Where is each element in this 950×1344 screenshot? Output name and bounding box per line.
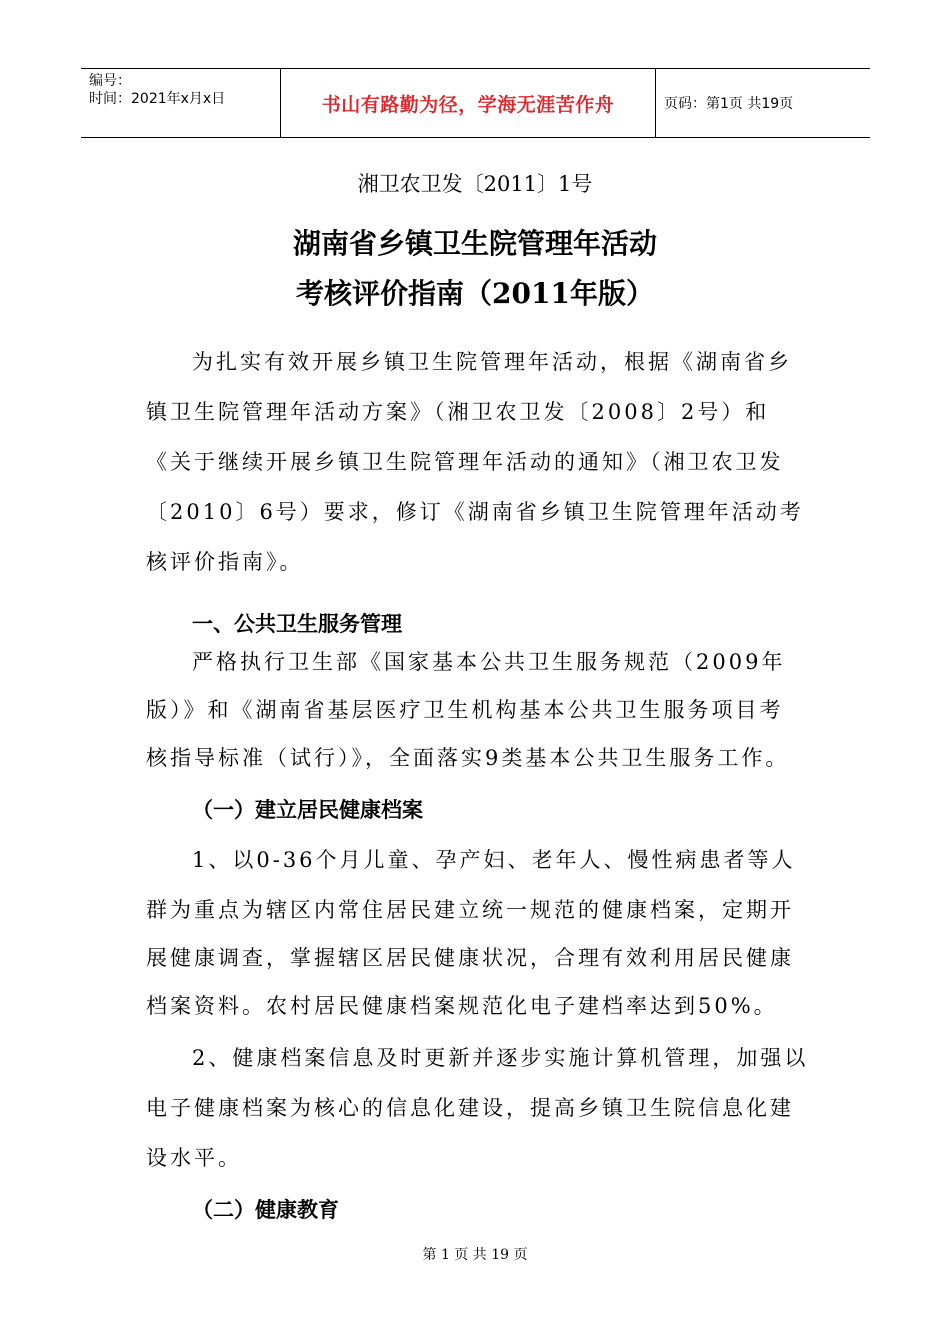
- intro-line: 〔2010〕6号）要求，修订《湖南省乡镇卫生院管理年活动考: [146, 500, 804, 524]
- item-line: 展健康调查，掌握辖区居民健康状况，合理有效利用居民健康: [146, 946, 794, 970]
- item-line: 档案资料。农村居民健康档案规范化电子建档率达到50%。: [146, 994, 778, 1018]
- section-line: 版）》和《湖南省基层医疗卫生机构基本公共卫生服务项目考: [146, 698, 784, 722]
- item-line: 设水平。: [146, 1146, 242, 1170]
- header-page-cell: [656, 69, 870, 137]
- title-line-2: 考核评价指南（2011年版）: [296, 277, 654, 310]
- item-line: 2、健康档案信息及时更新并逐步实施计算机管理，加强以: [192, 1046, 809, 1070]
- intro-line: 《关于继续开展乡镇卫生院管理年活动的通知》（湘卫农卫发: [146, 450, 784, 474]
- document-header: [81, 68, 870, 138]
- page-footer: 第 1 页 共 19 页: [422, 1247, 528, 1263]
- intro-line: 镇卫生院管理年活动方案》（湘卫农卫发〔2008〕2号）和: [146, 400, 770, 424]
- section-heading: 一、公共卫生服务管理: [192, 612, 402, 636]
- number-label: 编号：: [89, 73, 131, 89]
- section-line: 核指导标准（试行）》，全面落实9类基本公共卫生服务工作。: [146, 746, 790, 770]
- item-line: 群为重点为辖区内常住居民建立统一规范的健康档案，定期开: [146, 898, 794, 922]
- time-label: 时间：2021年x月x日: [89, 91, 226, 107]
- subsection-heading: （二）健康教育: [192, 1198, 339, 1222]
- subsection-heading: （一）建立居民健康档案: [192, 798, 423, 822]
- title-line-1: 湖南省乡镇卫生院管理年活动: [292, 227, 657, 260]
- header-motto-cell: [281, 69, 656, 137]
- item-line: 1、以0-36个月儿童、孕产妇、老年人、慢性病患者等人: [192, 848, 796, 872]
- item-line: 电子健康档案为核心的信息化建设，提高乡镇卫生院信息化建: [146, 1096, 794, 1120]
- document-number: 湘卫农卫发〔2011〕1号: [357, 172, 593, 196]
- motto-text: 书山有路勤为径，学海无涯苦作舟: [321, 93, 615, 116]
- intro-line: 核评价指南》。: [146, 550, 304, 574]
- page-info: 页码：第1页 共19页: [664, 96, 794, 112]
- header-meta-cell: [81, 69, 281, 137]
- section-line: 严格执行卫生部《国家基本公共卫生服务规范（2009年: [192, 650, 786, 674]
- intro-line: 为扎实有效开展乡镇卫生院管理年活动，根据《湖南省乡: [192, 350, 792, 374]
